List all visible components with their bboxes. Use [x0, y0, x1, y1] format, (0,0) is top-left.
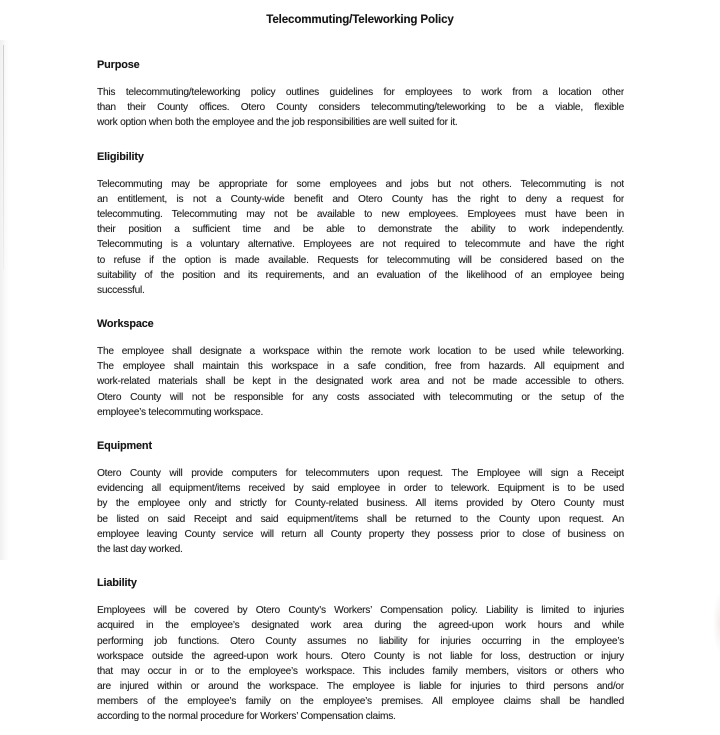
section-heading-liability: Liability — [97, 577, 137, 590]
text-line: an entitlement, is not a County-wide benefit and Otero County has the right to deny a request for — [97, 193, 624, 205]
document-title: Telecommuting/Teleworking Policy — [266, 13, 454, 26]
text-line: workspace outside the agreed-upon work hours. Otero County is not liable for loss, destruction or injury — [97, 650, 624, 662]
text-line: by the employee only and strictly for County-related business. All items provided by Otero County must — [97, 498, 624, 510]
text-line: are injured within or around the workspace. The employee is liable for injuries to third persons and/or — [97, 681, 624, 693]
text-line: the last day worked. — [97, 543, 183, 555]
text-line: employee’s telecommuting workspace. — [97, 406, 264, 418]
scan-smudge-artifact — [713, 592, 720, 654]
document-body — [97, 58, 624, 725]
section-paragraph-workspace — [97, 344, 624, 420]
section-paragraph-equipment — [97, 466, 624, 557]
text-line: work option when both the employee and the job responsibilities are well suited for it. — [97, 117, 458, 129]
text-line: that may occur in or to the employee’s workspace. This includes family members, visitors or others who — [97, 665, 624, 677]
text-line: successful. — [97, 284, 145, 296]
text-line: The employee shall maintain this workspace in a safe condition, free from hazards. All equipment and — [97, 361, 624, 373]
section-heading-workspace: Workspace — [97, 318, 154, 331]
text-line: The employee shall designate a workspace within the remote work location to be used while teleworking. — [97, 346, 624, 358]
text-line: than their County offices. Otero County considers telecommuting/teleworking to be a viable, flexible — [97, 102, 624, 114]
scan-edge-artifact — [0, 40, 12, 560]
text-line: employee leaving County service will return all County property they possess prior to close of business on — [97, 528, 624, 540]
section-heading-equipment: Equipment — [97, 440, 152, 452]
section-paragraph-purpose — [97, 85, 624, 131]
section-paragraph-liability — [97, 603, 624, 725]
text-line: Employees will be covered by Otero County’s Workers’ Compensation policy. Liability is limited to injuries — [97, 605, 624, 617]
text-line: work-related materials shall be kept in the designated work area and not be made accessible to others. — [97, 376, 624, 388]
text-line: evidencing all equipment/items received by said employee in order to telework. Equipment is to be used — [97, 483, 624, 495]
text-line: suitability of the position and its requirements, and an evaluation of the likelihood of an employee being — [97, 269, 624, 281]
text-line: acquired in the employee’s designated work area during the agreed-upon work hours and while — [97, 620, 624, 632]
text-line: Otero County will not be responsible for any costs associated with telecommuting or the setup of the — [97, 391, 624, 403]
text-line: performing job functions. Otero County assumes no liability for injuries occurring in the employee’s — [97, 635, 624, 647]
section-heading-eligibility: Eligibility — [97, 150, 144, 163]
text-line: to refuse if the option is made available. Requests for telecommuting will be considered based on the — [97, 254, 624, 266]
text-line: Otero County will provide computers for telecommuters upon request. The Employee will sign a Receipt — [97, 468, 624, 479]
section-heading-purpose: Purpose — [97, 59, 140, 71]
text-line: Telecommuting is a voluntary alternative. Employees are not required to telecommute and have the right — [97, 239, 624, 251]
text-line: telecommuting. Telecommuting may not be available to new employees. Employees must have been in — [97, 208, 624, 220]
text-line: This telecommuting/teleworking policy outlines guidelines for employees to work from a location other — [97, 87, 624, 98]
text-line: be listed on said Receipt and said equipment/items shall be returned to the County upon request. An — [97, 513, 624, 525]
text-line: members of the employee’s family on the employee’s premises. All employee claims shall be handled — [97, 696, 624, 708]
text-line: according to the normal procedure for Workers’ Compensation claims. — [97, 711, 396, 723]
text-line: their position a sufficient time and be able to demonstrate the ability to work independently. — [97, 224, 624, 236]
text-line: Telecommuting may be appropriate for some employees and jobs but not others. Telecommuting is not — [97, 178, 624, 190]
section-paragraph-eligibility — [97, 177, 624, 299]
scan-edge-line-artifact — [3, 45, 4, 270]
